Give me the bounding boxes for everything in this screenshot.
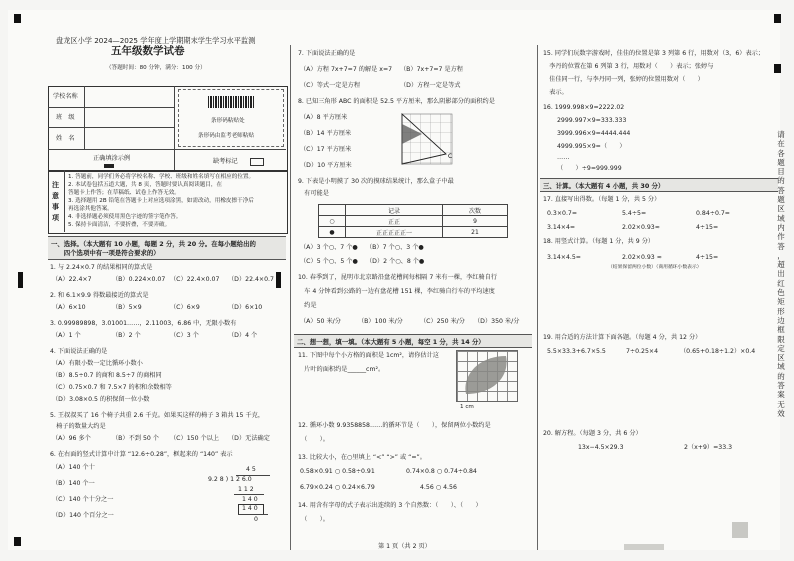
option-a[interactable]: （A）有限小数一定比循环小数小: [52, 360, 143, 367]
question-12: 12. 循环小数 9.9358858……的循环节是（ ），保留两位小数约是: [298, 422, 491, 429]
calc-item[interactable]: 0.84÷0.7=: [696, 210, 730, 217]
option-d[interactable]: （D）22.4×0.7: [228, 276, 274, 283]
question-15-cont2: 佳佳同一行，与李丹同一列，张婷的位置用数对（ ）: [543, 76, 704, 83]
column-divider: [537, 45, 538, 550]
fill-example-label: 正确填涂示例: [93, 155, 131, 162]
equation-item[interactable]: 2（x+9）=33.3: [684, 444, 733, 451]
exam-title-line1: 盘龙区小学 2024—2025 学年度上学期期末学生学习水平监测: [56, 36, 256, 45]
question-6: 6. 在右面的竖式计算中计算 “12.6÷0.28”，框起来的 “140” 表示: [50, 451, 233, 458]
filled-box-icon: [104, 164, 114, 168]
question-1: 1. 与 2.24×0.7 的结果相同的算式是: [50, 264, 153, 271]
barcode-note: 条形码由监考老师粘贴: [198, 133, 254, 139]
class-field[interactable]: [88, 110, 170, 124]
option-b[interactable]: （B）2 个: [112, 332, 141, 339]
question-10: 10. 春季到了，昆明市北京路沿盘花槽间每相隔 7 米有一棵，李红骑自行: [298, 274, 498, 281]
column-divider: [290, 45, 291, 550]
option-c[interactable]: （C）等式一定是方程: [300, 82, 361, 89]
option-d[interactable]: （D）方程一定是等式: [400, 82, 461, 89]
option-b[interactable]: （B）140 个一: [52, 480, 95, 487]
option-d[interactable]: （D）4 个: [228, 332, 258, 339]
option-a[interactable]: （A）方程 7x+7=7 的解是 x=7: [300, 66, 393, 73]
option-d[interactable]: （D）无法确定: [228, 435, 270, 442]
option-b[interactable]: （B）不到 50 个: [112, 435, 159, 442]
page-number: 第 1 页（共 2 页）: [378, 543, 431, 550]
question-7: 7. 下面说法正确的是: [298, 50, 356, 57]
option-d[interactable]: （D）140 个百分之一: [52, 512, 114, 519]
option-b[interactable]: （B）7x+7=7 是方程: [400, 66, 463, 73]
pattern-line: ……: [557, 154, 570, 161]
option-c[interactable]: （C）250 米/分: [420, 318, 465, 325]
edge-char: 色: [777, 288, 785, 298]
scan-mark: [624, 544, 664, 550]
option-a[interactable]: （A）96 多个: [52, 435, 91, 442]
edge-instruction: [774, 130, 788, 418]
scan-mark: [732, 522, 748, 538]
calc-item[interactable]: 4÷15=: [696, 224, 719, 231]
compare-item[interactable]: 4.56 ○ 4.5̇6̇: [420, 484, 457, 491]
vertical-calc-item[interactable]: 2.02×0.93 ≈: [622, 254, 662, 261]
option-c[interactable]: （C）17 平方厘米: [300, 146, 352, 153]
corner-marker: [14, 14, 21, 23]
edge-char: 题: [777, 195, 785, 205]
question-15: 15. 同学们玩数字游戏时，佳佳的位置是第 3 列第 6 行，用数对（3，6）表示；: [543, 50, 765, 57]
edge-char: 红: [777, 278, 785, 288]
notes-side-label: 注意事项: [52, 181, 59, 222]
edge-char: 域: [777, 362, 785, 372]
edge-char: 框: [777, 325, 785, 335]
question-20: 20. 解方程。（每题 3 分，共 6 分）: [543, 430, 642, 437]
grid-scale-label: 1 cm: [460, 404, 474, 410]
tally-cell: 9: [443, 216, 508, 227]
option-b[interactable]: （B）0.224×0.07: [112, 276, 166, 283]
calc-item[interactable]: 0.3×0.7=: [547, 210, 578, 217]
school-name-field[interactable]: [88, 90, 170, 104]
section3-heading: 三、计算。（本大题有 4 小题，共 30 分）: [540, 178, 778, 192]
question-15-cont: 李丹的位置在第 6 列第 3 行，用数对（ ）表示；张婷与: [543, 63, 714, 70]
leaf-icon: [456, 350, 518, 402]
edge-char: 区: [777, 353, 785, 363]
edge-char: 限: [777, 334, 785, 344]
exam-info: （答题时间：80 分钟，满分：100 分）: [106, 65, 206, 71]
question-19: 19. 用合适的方法计算下面各题。（每题 4 分，共 12 分）: [543, 334, 702, 341]
edge-char: 的: [777, 176, 785, 186]
corner-marker: [774, 14, 781, 23]
question-10-cont2: 约是: [298, 302, 317, 309]
simplify-item[interactable]: 5.5×33.3+6.7×5.5: [547, 348, 606, 355]
absent-checkbox[interactable]: [250, 158, 264, 166]
corner-marker: [276, 272, 281, 288]
option-c[interactable]: （C）150 个以上: [170, 435, 220, 442]
tally-cell: ○: [319, 216, 346, 227]
calc-item[interactable]: 2.02×0.93≈: [622, 224, 660, 231]
equation-item[interactable]: 13x−4.5×29.3: [578, 444, 624, 451]
pattern-line: 2999.997×9=333.333: [557, 117, 627, 124]
question-10-cont: 车 4 分钟看到公路的一边有盘花槽 151 棵，李红骑自行车的平均速度: [298, 288, 495, 295]
tally-header-cell: 次数: [443, 205, 508, 216]
question-12-cont: （ ）。: [298, 436, 329, 443]
tally-cell: ●: [319, 227, 346, 238]
edge-char: 请: [777, 130, 785, 139]
class-label: 班 级: [56, 114, 75, 121]
calc-item[interactable]: 3.14×4=: [547, 224, 576, 231]
question-13: 13. 比较大小，在○里填上 “<” “>” 或 “=”。: [298, 454, 426, 461]
question-16: 16. 1999.998×9=2222.02: [543, 104, 625, 111]
vertical-calc-item[interactable]: 4÷15=: [696, 254, 719, 261]
question-11: 11. 下图中每个小方格的面积是 1cm²，请你估计这: [298, 352, 439, 359]
option-a[interactable]: （A）50 米/分: [300, 318, 341, 325]
svg-text:C: C: [448, 153, 453, 160]
edge-char: 答: [777, 381, 785, 391]
pattern-line: 4999.995×9=（ ）: [557, 143, 626, 150]
simplify-item[interactable]: 7÷0.25×4: [626, 348, 659, 355]
barcode-icon: [208, 96, 254, 108]
question-2: 2. 和 6.1×9.9 得数最接近的算式是: [50, 292, 149, 299]
exam-sheet: [8, 10, 780, 550]
question-11-cont: 片叶的面积约是______cm²。: [298, 366, 385, 373]
note-line: 2. 本试卷包括五道大题，共 8 页，答题时要认真阅读题目，在: [68, 182, 223, 188]
name-label: 姓 名: [56, 135, 75, 142]
tally-cell: 21: [443, 227, 508, 238]
option-c[interactable]: （C）5 个○、5 个●: [300, 258, 358, 265]
edge-char: 答: [777, 241, 785, 251]
option-c[interactable]: （C）140 个十分之一: [52, 496, 114, 503]
edge-char: 形: [777, 306, 785, 316]
option-b[interactable]: （B）14 平方厘米: [300, 130, 352, 137]
triangle-figure: [400, 112, 460, 167]
question-9: 9. 下表是小明摸了 30 次的摸球结果统计，那么盒子中最: [298, 178, 454, 185]
edge-char: 域: [777, 213, 785, 223]
option-b[interactable]: （B）100 米/分: [358, 318, 403, 325]
edge-char: 定: [777, 343, 785, 353]
tally-header-cell: [319, 205, 346, 216]
note-line: 3. 选择题用 2B 铅笔在答题卡上对应选项涂黑，如需改动，用橡皮擦干净后: [68, 198, 254, 204]
question-3: 3. 0.99989898，3.01001……，2.11003，6.8̇6̇ 中，无限小数有: [50, 320, 237, 327]
vertical-calc-item[interactable]: 3.14×4.5=: [547, 254, 581, 261]
option-d[interactable]: （D）2 个○、8 个●: [366, 258, 425, 265]
option-c[interactable]: （C）6×9: [170, 304, 200, 311]
option-a[interactable]: （A）1 个: [52, 332, 81, 339]
question-18: 18. 用竖式计算。（每题 1 分，共 9 分）: [543, 238, 655, 245]
school-label: 学校名称: [53, 93, 78, 100]
pattern-line: （ ）÷9=999.999: [557, 165, 622, 172]
vertical-calc-note: （结果保留两位小数）（商用循环小数表示）: [608, 265, 702, 270]
question-9-cont: 有可能是: [298, 190, 329, 197]
option-c[interactable]: （C）0.75×0.7 和 7.5×7 的积和余数相等: [52, 384, 172, 391]
edge-char: 案: [777, 390, 785, 400]
edge-char: 矩: [777, 297, 785, 307]
option-c[interactable]: （C）22.4×0.07: [170, 276, 220, 283]
note-line: 5. 保持卡面清洁，不要折叠，不要弄破。: [68, 222, 171, 228]
option-c[interactable]: （C）3 个: [170, 332, 199, 339]
edge-char: 各: [777, 148, 785, 158]
tally-cell: 正正正正正一: [346, 227, 443, 238]
option-b[interactable]: （B）7 个○、3 个●: [366, 244, 424, 251]
simplify-item[interactable]: （0.65+0.18÷1.2）×0.4: [680, 348, 756, 355]
edge-char: 在: [777, 139, 785, 149]
compare-item[interactable]: 6.79×0.24 ○ 0.24×6.79: [300, 484, 375, 491]
edge-char: 内: [777, 222, 785, 232]
question-14: 14. 用含有字母的式子表示出连续的 3 个自然数：（ ）、（ ）: [298, 502, 482, 509]
question-5: 5. 王叔叔买了 16 个椅子共重 2.6 千克。如果买这样的椅子 3 箱共 15 千克，: [50, 412, 265, 419]
option-b[interactable]: （B）8.5÷0.7 的商和 8.5÷7 的商相同: [52, 372, 162, 379]
note-line: 答题卡上作答；在草稿纸、试卷上作答无效。: [68, 190, 180, 196]
option-a[interactable]: （A）3 个○、7 个●: [300, 244, 358, 251]
edge-char: 作: [777, 232, 785, 242]
compare-item[interactable]: 0.74×0.8 ○ 0.74÷0.84: [406, 468, 477, 475]
edge-char: 的: [777, 371, 785, 381]
option-d[interactable]: （D）6×10: [228, 304, 263, 311]
note-line: 1. 答题前，同学们务必将学校名称、学校、班级和姓名填写在相应的位置。: [68, 174, 255, 180]
question-14-cont: （ ）。: [298, 516, 329, 523]
edge-char: 效: [777, 408, 785, 418]
section2-heading: 二、想一想，填一填。（本大题有 5 小题，每空 1 分，共 14 分）: [294, 334, 532, 348]
pattern-line: 3999.996×9=4444.444: [557, 130, 631, 137]
question-17: 17. 直接写出得数。（每题 1 分，共 5 分）: [543, 196, 661, 203]
edge-char: 无: [777, 399, 785, 409]
corner-marker: [18, 272, 23, 288]
barcode-text: 条形码粘贴处: [211, 118, 245, 124]
student-name-field[interactable]: [88, 131, 170, 145]
option-d[interactable]: （D）350 米/分: [474, 318, 520, 325]
edge-char: 出: [777, 269, 785, 279]
corner-marker: [774, 64, 781, 73]
edge-char: 区: [777, 204, 785, 214]
option-a[interactable]: （A）22.4×7: [52, 276, 92, 283]
option-d[interactable]: （D）3.08×0.5 的积保留一位小数: [52, 396, 150, 403]
edge-char: 题: [777, 157, 785, 167]
exam-title: 五年级数学试卷: [111, 45, 185, 57]
edge-char: ，: [777, 250, 785, 260]
edge-char: 边: [777, 315, 785, 325]
tally-header-cell: 记录: [346, 205, 443, 216]
option-a[interactable]: （A）8 平方厘米: [300, 114, 348, 121]
question-4: 4. 下面说法正确的是: [50, 348, 108, 355]
tally-table: [318, 204, 508, 238]
option-a[interactable]: （A）140 个十: [52, 464, 95, 471]
edge-char: 超: [777, 260, 785, 270]
long-division: 4 5 9.2 8 ) 1 2 6.0 1 1 2 1 4 0 1 4 0 0: [208, 466, 270, 528]
option-a[interactable]: （A）6×10: [52, 304, 86, 311]
question-5-cont: 椅子的数量大约是: [50, 423, 106, 430]
compare-item[interactable]: 0.58×0.91 ○ 0.58÷0.91: [300, 468, 375, 475]
tally-cell: 正正: [346, 216, 443, 227]
option-b[interactable]: （B）5×9: [112, 304, 142, 311]
edge-char: 答: [777, 185, 785, 195]
corner-marker: [14, 537, 21, 546]
section1-heading: 一、选择。（本大题有 10 小题，每题 2 分，共 20 分。在每小题给出的 四个选项中有一项是符合要求的）: [48, 236, 286, 260]
absent-label: 缺考标记: [213, 158, 238, 165]
edge-char: 目: [777, 167, 785, 177]
option-d[interactable]: （D）10 平方厘米: [300, 162, 352, 169]
question-15-cont3: 表示。: [543, 89, 568, 96]
note-line: 4. 非选择题必须使用黑色字迹的签字笔作答。: [68, 214, 182, 220]
question-8: 8. 已知三角形 ABC 的面积是 52.5 平方厘米，那么阴影部分的面积约是: [298, 98, 495, 105]
note-line: 再选涂其他答案。: [68, 206, 113, 212]
calc-item[interactable]: 5.4÷5=: [622, 210, 647, 217]
